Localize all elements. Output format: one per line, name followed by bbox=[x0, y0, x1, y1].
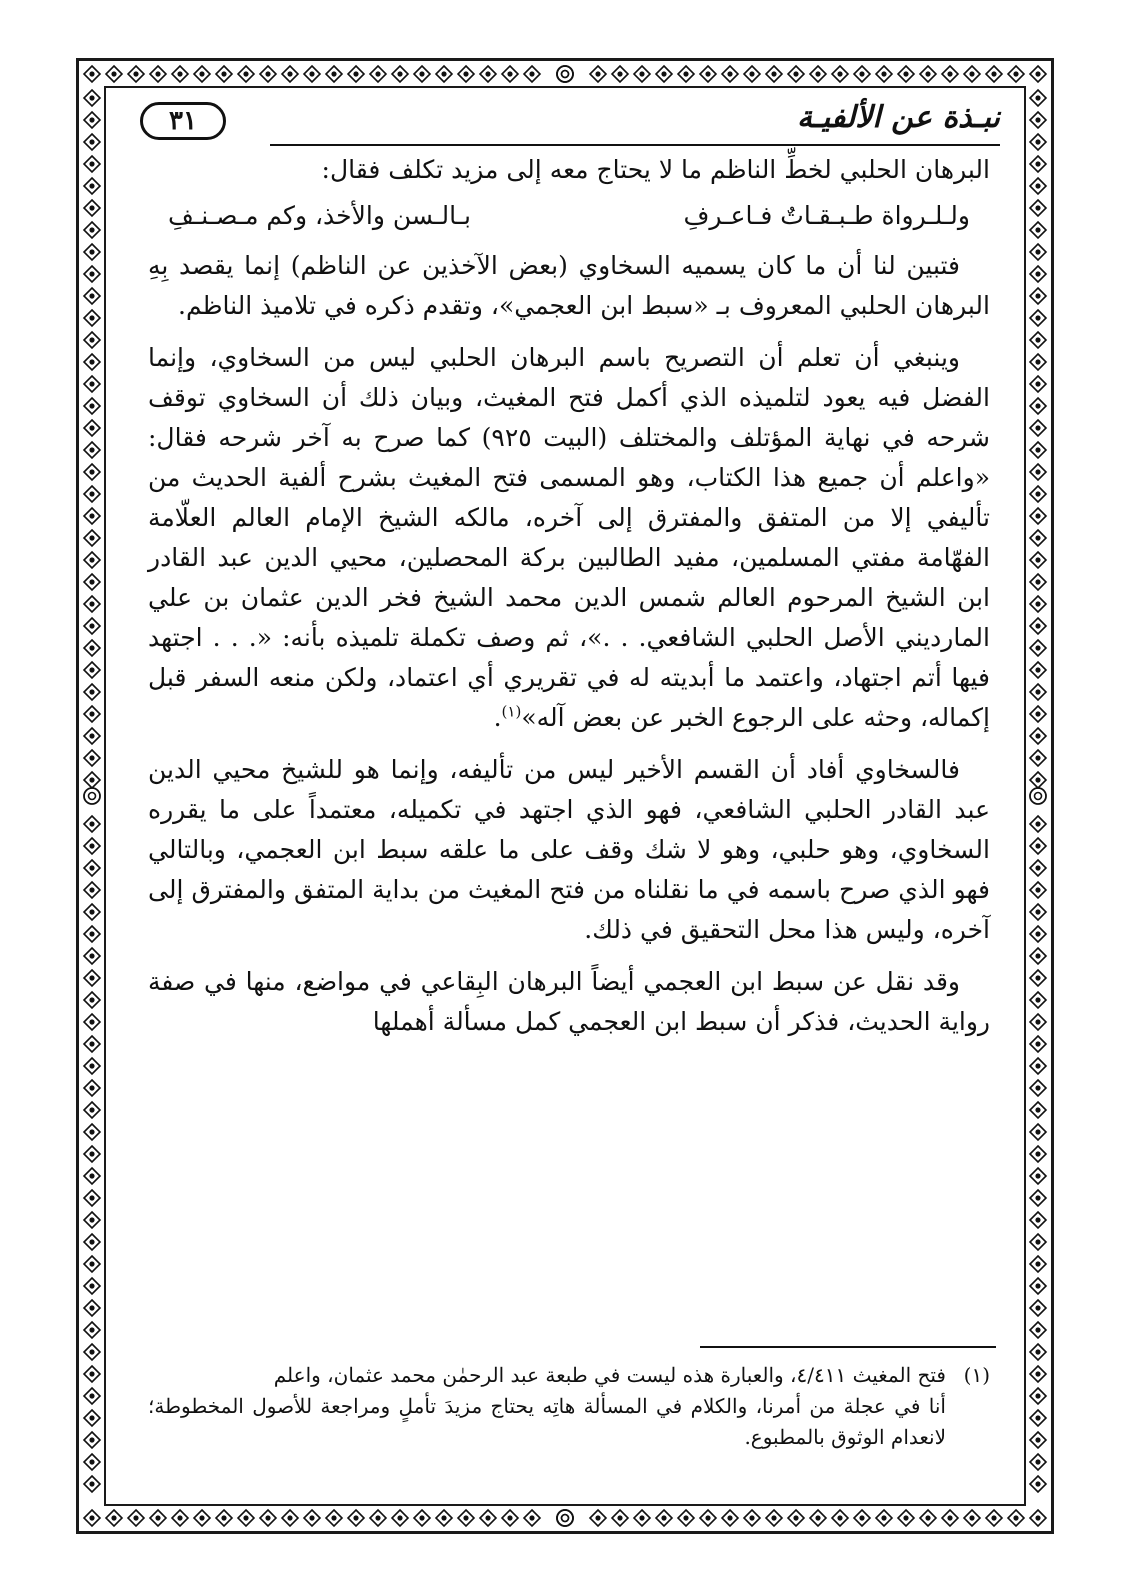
paragraph: وقد نقل عن سبط ابن العجمي أيضاً البرهان البِقاعي في مواضع، منها في صفة رواية الحديث، فذكر أن سبط ابن العجمي كمل مسألة أهملها bbox=[148, 967, 990, 1036]
paragraph: فتبين لنا أن ما كان يسميه السخاوي (بعض الآخذين عن الناظم) إنما يقصد بِهِ البرهان الحلبي المعروف بـ «سبط ابن العجمي»، وتقدم ذكره في تلاميذ الناظم. bbox=[148, 251, 990, 320]
header-rule bbox=[270, 144, 1000, 146]
verse-hemistich-right: ولـلـرواة طـبـقـاتٌ فـاعـرفِ bbox=[683, 201, 970, 230]
footnote-ref: (١) bbox=[501, 702, 522, 721]
ornamental-border-right-icon bbox=[1026, 86, 1050, 1506]
paragraph-end: . bbox=[493, 703, 502, 732]
footnote-rule bbox=[700, 1346, 996, 1348]
ornamental-border-bottom-icon bbox=[80, 1506, 1050, 1530]
page-number: ٣١ bbox=[140, 102, 226, 140]
footnote-text: فتح المغيث ٤/٤١١، والعبارة هذه ليست في طبعة عبد الرحمٰن محمد عثمان، واعلم bbox=[273, 1363, 946, 1387]
paragraph-text: وينبغي أن تعلم أن التصريح باسم البرهان الحلبي ليس من السخاوي، وإنما الفضل فيه يعود لتلميذه الذي أكمل فتح المغيث، وبيان ذلك أن السخاوي توقف شرحه في نهاية المؤتلف والمختلف (البيت ٩٢٥) كما صرح به آخر شرحه فقال: «واعلم أن جميع هذا الكتاب، وهو المسمى فتح المغيث بشرح ألفية الحديث من تأليفي إلا من المتفق والمفترق إلى آخره، مالكه الشيخ الإمام العالم العلّامة الفهّامة مفتي المسلمين، مفيد الطالبين بركة المحصلين، محيي الدين عبد القادر ابن الشيخ المرحوم العالم شمس الدين محمد الشيخ فخر الدين عثمان بن علي المارديني الأصل الحلبي الشافعي. . .»، ثم وصف تكملة تلميذه بأنه: «. . . اجتهد فيها أتم اجتهاد، واعتمد ما أبديته له في تقريري أي اعتماد، ولكن منعه السفر قبل إكماله، وحثه على الرجوع الخبر عن بعض آله» bbox=[148, 343, 990, 732]
footnote-number: (١) bbox=[963, 1363, 990, 1387]
text-line: البرهان الحلبي لخطِّ الناظم ما لا يحتاج معه إلى مزيد تكلف فقال: bbox=[321, 155, 990, 184]
ornamental-border-left-icon bbox=[80, 86, 104, 1506]
running-title: نبـذة عن الألفيـة bbox=[797, 100, 1000, 135]
ornamental-border-top-icon bbox=[80, 62, 1050, 86]
footnotes bbox=[148, 1360, 990, 1453]
main-text bbox=[148, 150, 990, 1042]
verse-hemistich-left: بـالـسن والأخذ، وكم مـصـنـفِ bbox=[168, 201, 472, 230]
footnote-continuation: أنا في عجلة من أمرنا، والكلام في المسألة هاتِه يحتاج مزيدَ تأملٍ ومراجعة للأصول المخطوطة؛ لانعدام الوثوق بالمطبوع. bbox=[148, 1394, 946, 1449]
footnote bbox=[148, 1360, 990, 1391]
page-header bbox=[140, 98, 1000, 146]
paragraph: فالسخاوي أفاد أن القسم الأخير ليس من تأليفه، وإنما هو للشيخ محيي الدين عبد القادر الحلبي الشافعي، فهو الذي اجتهد في تكميله، معتمداً على ما يقرره السخاوي، وهو حلبي، وهو لا شك وقف على ما علقه سبط ابن العجمي، وبالتالي فهو الذي صرح باسمه في ما نقلناه من فتح المغيث من بداية المتفق والمفترق إلى آخره، وليس هذا محل التحقيق في ذلك. bbox=[148, 755, 990, 944]
paragraph bbox=[148, 338, 990, 738]
verse-line bbox=[148, 196, 990, 236]
